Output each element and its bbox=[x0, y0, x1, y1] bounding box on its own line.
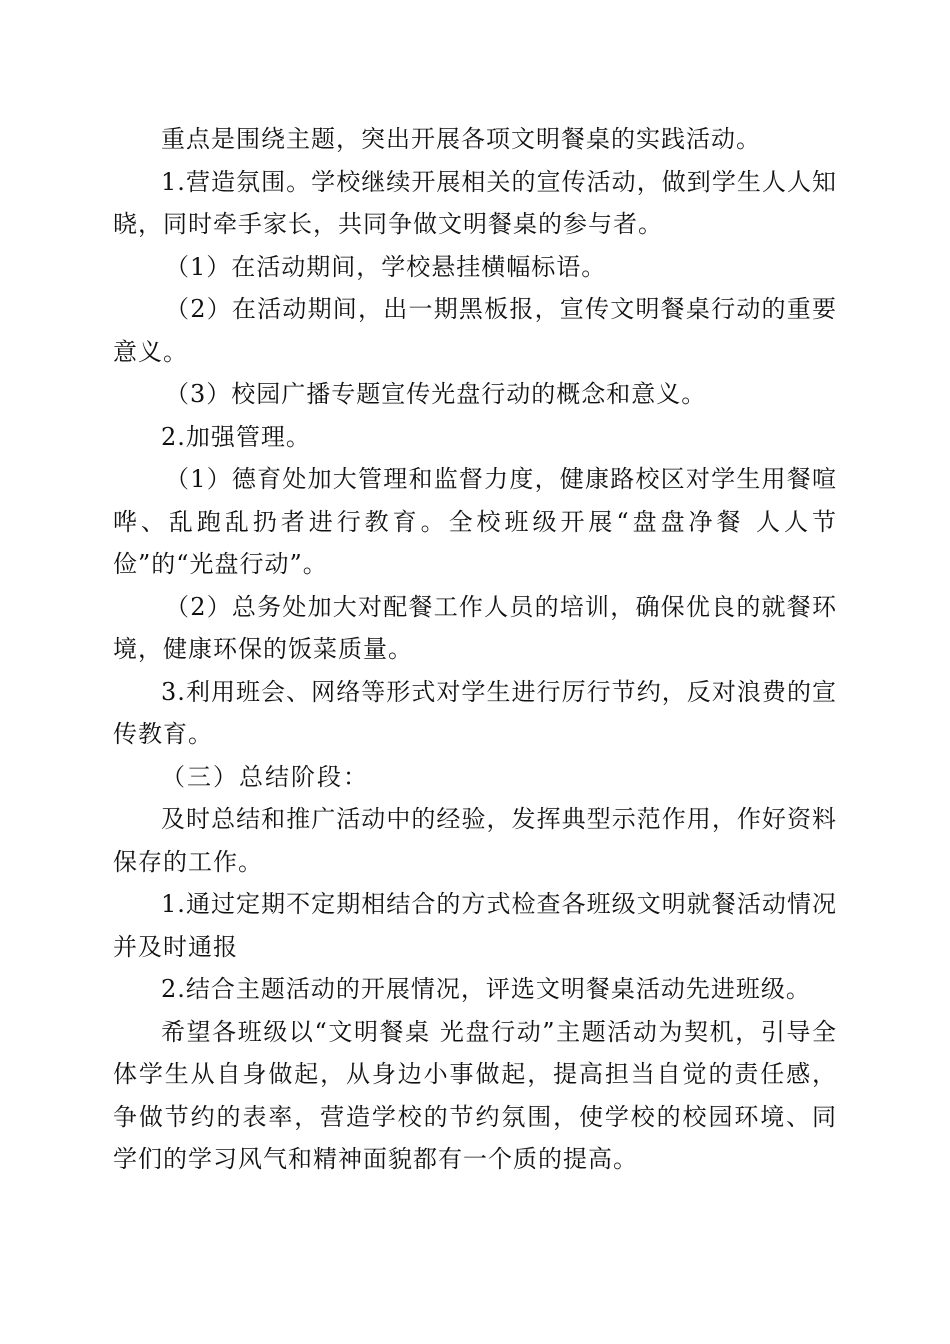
paragraph-summary: 及时总结和推广活动中的经验，发挥典型示范作用，作好资料保存的工作。 bbox=[113, 805, 837, 876]
paragraph-subitem-1-1: （1）在活动期间，学校悬挂横幅标语。 bbox=[165, 252, 607, 281]
paragraph-subitem-1-3: （3）校园广播专题宣传光盘行动的概念和意义。 bbox=[165, 380, 707, 408]
paragraph-intro: 重点是围绕主题，突出开展各项文明餐桌的实践活动。 bbox=[161, 125, 761, 153]
section-heading-summary: （三）总结阶段： bbox=[161, 762, 369, 791]
paragraph-closing: 希望各班级以“文明餐桌 光盘行动”主题活动为契机，引导全体学生从自身做起，从身边小事做起，提高担当自觉的责任感，争做节约的表率，营造学校的节约氛围，使学校的校园环境、同学们的学习风气和精神面貌都有一个质的提高。 bbox=[113, 1017, 837, 1173]
paragraph-item-2: 2.加强管理。 bbox=[161, 422, 311, 451]
paragraph-subitem-2-1: （1）德育处加大管理和监督力度，健康路校区对学生用餐喧哗、乱跑乱扔者进行教育。全校班级开展“盘盘净餐 人人节俭”的“光盘行动”。 bbox=[113, 465, 837, 578]
paragraph-subitem-2-2: （2）总务处加大对配餐工作人员的培训，确保优良的就餐环境，健康环保的饭菜质量。 bbox=[113, 592, 837, 663]
paragraph-subitem-1-2: （2）在活动期间，出一期黑板报，宣传文明餐桌行动的重要意义。 bbox=[113, 295, 837, 366]
paragraph-summary-item-1: 1.通过定期不定期相结合的方式检查各班级文明就餐活动情况并及时通报 bbox=[113, 890, 837, 961]
paragraph-item-3: 3.利用班会、网络等形式对学生进行厉行节约，反对浪费的宣传教育。 bbox=[113, 677, 837, 748]
document-body bbox=[113, 118, 837, 1181]
paragraph-summary-item-2: 2.结合主题活动的开展情况，评选文明餐桌活动先进班级。 bbox=[161, 975, 811, 1003]
paragraph-item-1: 1.营造氛围。学校继续开展相关的宣传活动，做到学生人人知晓，同时牵手家长，共同争做文明餐桌的参与者。 bbox=[113, 167, 837, 238]
